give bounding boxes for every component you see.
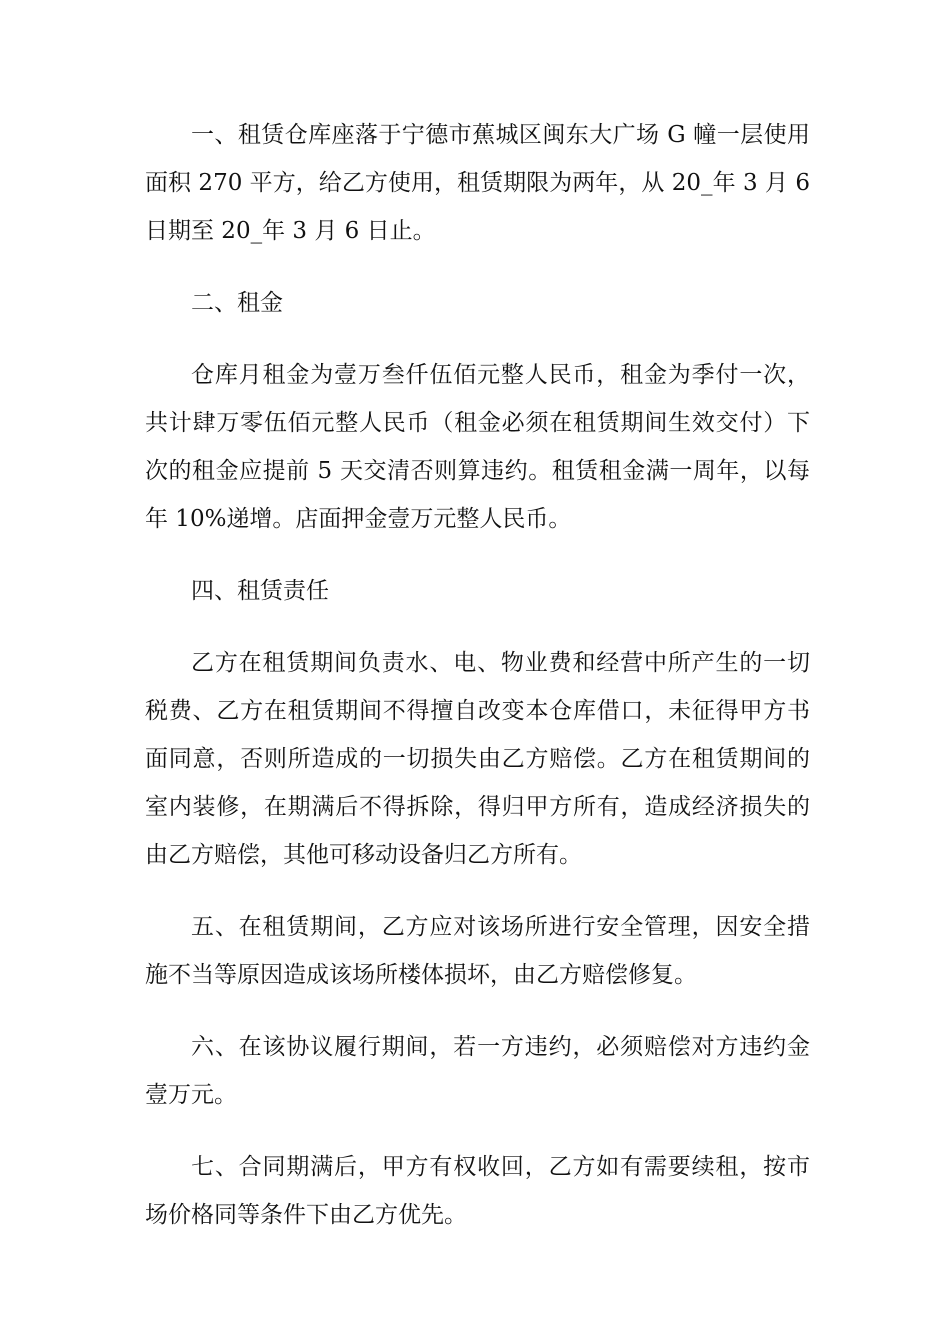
- clause-rent-payment: 仓库月租金为壹万叁仟伍佰元整人民币，租金为季付一次，共计肆万零伍佰元整人民币（租金必须在租赁期间生效交付）下次的租金应提前 5 天交清否则算违约。租赁租金满一周年，以每年 10%递增。店面押金壹万元整人民币。: [145, 362, 810, 532]
- heading-rent: 二、租金: [191, 290, 283, 316]
- clause-safety-management: 五、在租赁期间，乙方应对该场所进行安全管理，因安全措施不当等原因造成该场所楼体损坏，由乙方赔偿修复。: [145, 914, 810, 988]
- clause-location-term: 一、租赁仓库座落于宁德市蕉城区闽东大广场 G 幢一层使用面积 270 平方，给乙方使用，租赁期限为两年，从 20_年 3 月 6 日期至 20_年 3 月 6 日止。: [145, 122, 810, 244]
- heading-lease-responsibility: 四、租赁责任: [191, 578, 329, 604]
- clause-lease-responsibility: 乙方在租赁期间负责水、电、物业费和经营中所产生的一切税费、乙方在租赁期间不得擅自改变本仓库借口，未征得甲方书面同意，否则所造成的一切损失由乙方赔偿。乙方在租赁期间的室内装修，在期满后不得拆除，得归甲方所有，造成经济损失的由乙方赔偿，其他可移动设备归乙方所有。: [145, 650, 810, 868]
- document-body: [145, 111, 810, 1239]
- clause-contract-expiry: 七、合同期满后，甲方有权收回，乙方如有需要续租，按市场价格同等条件下由乙方优先。: [145, 1154, 810, 1228]
- clause-breach-penalty: 六、在该协议履行期间，若一方违约，必须赔偿对方违约金壹万元。: [145, 1034, 810, 1108]
